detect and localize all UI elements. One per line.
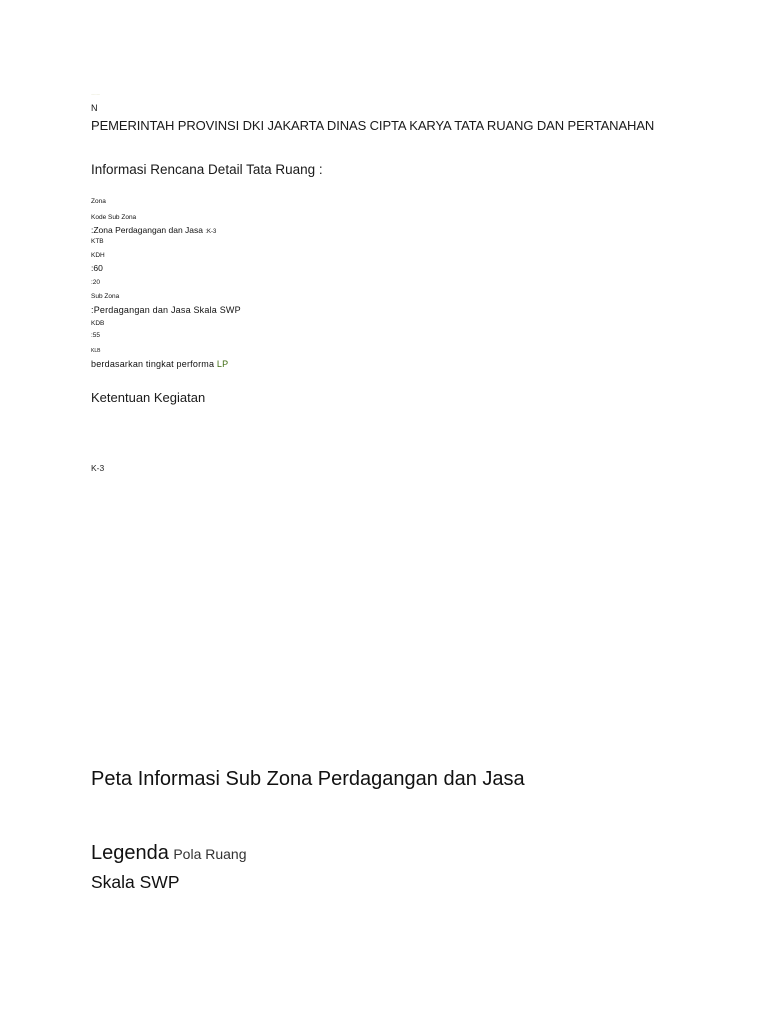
klb-label: KLB [91,348,101,354]
zona-label: Zona [91,198,106,205]
zona-value-line [91,226,216,235]
zona-value: :Zona Perdagangan dan Jasa [91,225,204,235]
north-label: N [91,103,98,113]
rdtr-info-heading: Informasi Rencana Detail Tata Ruang : [91,162,323,177]
kdb-label: KDB [91,320,105,327]
klb-note [91,360,228,369]
kode-sub-zona-label: Kode Sub Zona [91,214,137,221]
extra-value: :20 [91,279,101,286]
legend-title: Legenda [91,842,169,864]
ktb-label: KTB [91,238,104,245]
government-header: PEMERINTAH PROVINSI DKI JAKARTA DINAS CIPTA KARYA TATA RUANG DAN PERTANAHAN [91,118,655,133]
scale-label: Skala SWP [91,872,180,892]
ketentuan-kegiatan-heading: Ketentuan Kegiatan [91,390,206,405]
sub-zona-label: Sub Zona [91,293,120,300]
legend-subtitle: Pola Ruang [173,846,247,862]
klb-note-accent: LP [216,359,229,369]
tiny-mark: ........... [91,92,101,96]
legend-line [91,843,247,863]
kdh-value: :60 [91,263,103,273]
sub-zona-value: :Perdagangan dan Jasa Skala SWP [91,305,241,315]
kdb-value: :55 [91,332,101,339]
kdh-label: KDH [91,252,105,259]
klb-note-main: berdasarkan tingkat performa [91,359,217,369]
map-title: Peta Informasi Sub Zona Perdagangan dan Jasa [91,768,525,790]
kegiatan-code: K-3 [91,463,105,473]
zona-code: :K-3 [205,229,217,235]
